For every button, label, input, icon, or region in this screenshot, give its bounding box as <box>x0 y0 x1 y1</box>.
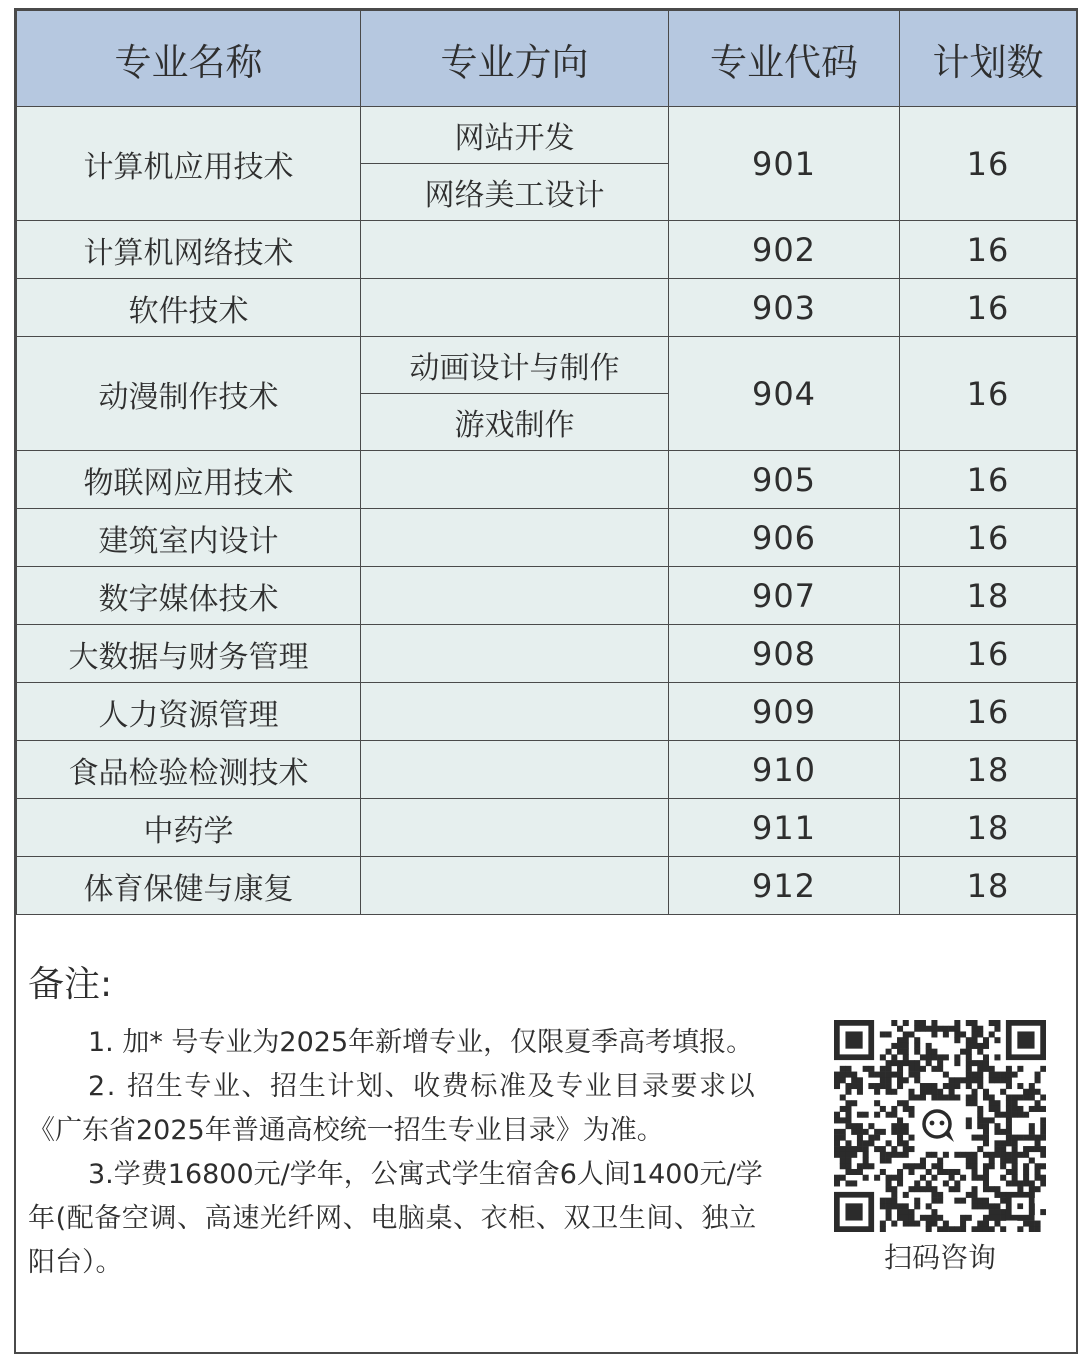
header-code: 专业代码 <box>669 11 900 107</box>
major-direction <box>361 221 669 279</box>
major-code: 905 <box>669 451 900 509</box>
wechat-icon <box>916 1102 964 1150</box>
major-direction: 动画设计与制作 <box>361 337 669 394</box>
notes-section <box>16 928 1076 1352</box>
major-name: 数字媒体技术 <box>17 567 361 625</box>
table-row <box>17 857 1077 915</box>
enrollment-plan-table <box>16 10 1077 915</box>
major-code: 904 <box>669 337 900 451</box>
table-row <box>17 799 1077 857</box>
table-row <box>17 625 1077 683</box>
note-line-5: 年(配备空调、高速光纤网、电脑桌、衣柜、双卫生间、独立 <box>28 1203 757 1234</box>
major-direction <box>361 279 669 337</box>
major-name: 物联网应用技术 <box>17 451 361 509</box>
major-code: 908 <box>669 625 900 683</box>
table-row <box>17 107 1077 164</box>
table-row <box>17 337 1077 394</box>
qr-finder-pattern <box>834 1020 874 1060</box>
major-plan-count: 18 <box>900 799 1077 857</box>
notes-title: 备注: <box>28 964 113 1005</box>
major-name: 软件技术 <box>17 279 361 337</box>
major-code: 903 <box>669 279 900 337</box>
major-direction <box>361 567 669 625</box>
qr-code[interactable] <box>834 1020 1046 1232</box>
major-name: 动漫制作技术 <box>17 337 361 451</box>
header-name: 专业名称 <box>17 11 361 107</box>
major-code: 910 <box>669 741 900 799</box>
major-plan-count: 16 <box>900 683 1077 741</box>
note-line-1: 1. 加* 号专业为2025年新增专业，仅限夏季高考填报。 <box>88 1027 754 1058</box>
major-code: 911 <box>669 799 900 857</box>
major-direction <box>361 509 669 567</box>
major-code: 902 <box>669 221 900 279</box>
major-plan-count: 18 <box>900 857 1077 915</box>
major-direction <box>361 799 669 857</box>
major-direction <box>361 857 669 915</box>
major-direction: 游戏制作 <box>361 394 669 451</box>
major-plan-count: 16 <box>900 221 1077 279</box>
header-direction: 专业方向 <box>361 11 669 107</box>
table-row <box>17 683 1077 741</box>
qr-finder-pattern <box>834 1192 874 1232</box>
note-line-6: 阳台）。 <box>28 1247 123 1278</box>
major-name: 计算机网络技术 <box>17 221 361 279</box>
major-direction <box>361 451 669 509</box>
major-plan-count: 18 <box>900 567 1077 625</box>
major-plan-count: 16 <box>900 451 1077 509</box>
major-plan-count: 16 <box>900 625 1077 683</box>
major-name: 体育保健与康复 <box>17 857 361 915</box>
enrollment-sheet <box>14 8 1078 1354</box>
table-row <box>17 279 1077 337</box>
major-plan-count: 16 <box>900 107 1077 221</box>
table-row <box>17 509 1077 567</box>
qr-block[interactable] <box>834 1020 1046 1276</box>
table-row <box>17 221 1077 279</box>
major-plan-count: 16 <box>900 279 1077 337</box>
major-code: 901 <box>669 107 900 221</box>
note-line-4: 3.学费16800元/学年，公寓式学生宿舍6人间1400元/学 <box>88 1159 763 1190</box>
major-direction: 网站开发 <box>361 107 669 164</box>
table-row <box>17 741 1077 799</box>
major-plan-count: 18 <box>900 741 1077 799</box>
qr-caption: 扫码咨询 <box>883 1241 996 1274</box>
major-name: 食品检验检测技术 <box>17 741 361 799</box>
major-direction <box>361 683 669 741</box>
note-line-3: 《广东省2025年普通高校统一招生专业目录》为准。 <box>28 1115 664 1146</box>
table-header-row <box>17 11 1077 107</box>
major-direction <box>361 741 669 799</box>
major-code: 907 <box>669 567 900 625</box>
major-name: 计算机应用技术 <box>17 107 361 221</box>
major-name: 大数据与财务管理 <box>17 625 361 683</box>
major-code: 909 <box>669 683 900 741</box>
note-line-2: 2. 招生专业、招生计划、收费标准及专业目录要求以 <box>88 1071 757 1102</box>
table-row <box>17 451 1077 509</box>
qr-finder-pattern <box>1006 1020 1046 1060</box>
header-plan: 计划数 <box>900 11 1077 107</box>
table-row <box>17 567 1077 625</box>
major-name: 人力资源管理 <box>17 683 361 741</box>
qr-alignment-pattern <box>1006 1192 1035 1221</box>
major-code: 912 <box>669 857 900 915</box>
major-code: 906 <box>669 509 900 567</box>
major-name: 中药学 <box>17 799 361 857</box>
major-plan-count: 16 <box>900 337 1077 451</box>
table-body <box>17 107 1077 915</box>
major-name: 建筑室内设计 <box>17 509 361 567</box>
major-direction <box>361 625 669 683</box>
major-direction: 网络美工设计 <box>361 164 669 221</box>
major-plan-count: 16 <box>900 509 1077 567</box>
